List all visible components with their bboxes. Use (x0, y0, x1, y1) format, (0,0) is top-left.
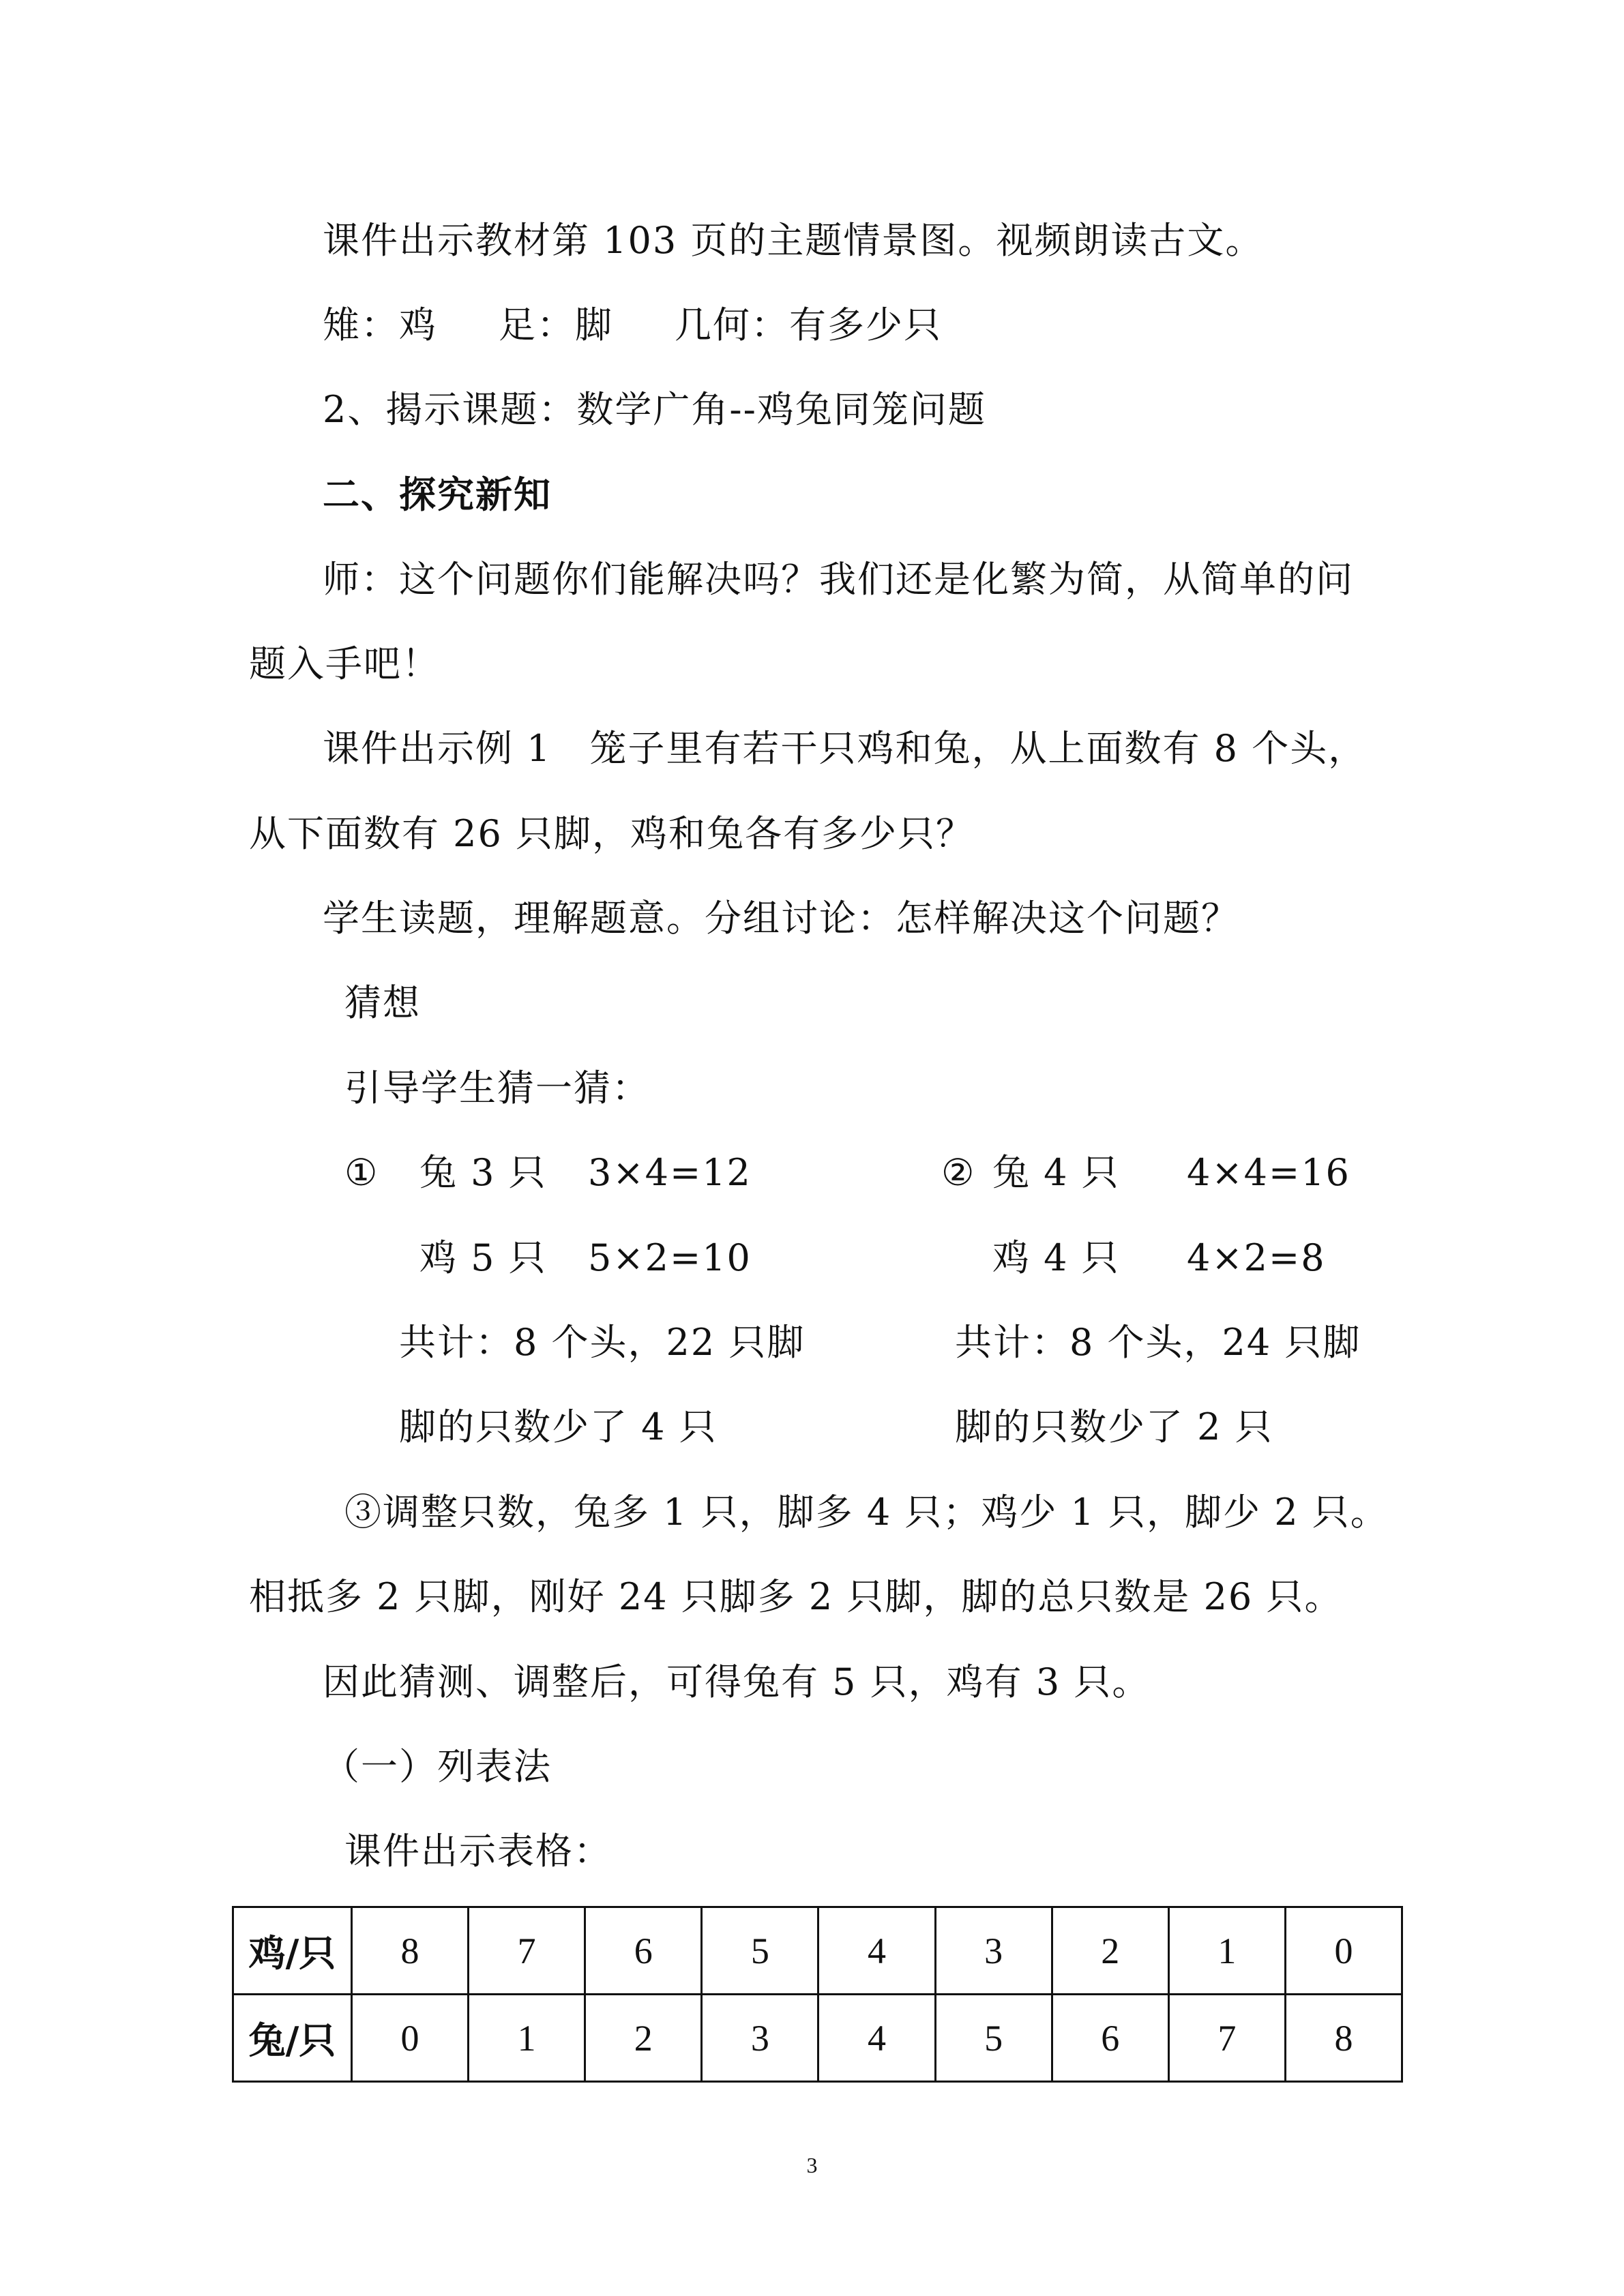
paragraph-example-line2: 从下面数有 26 只脚，鸡和兔各有多少只？ (249, 812, 975, 855)
adjust-line1: ③调整只数，兔多 1 只，脚多 4 只；鸡少 1 只，脚少 2 只。 (344, 1491, 1389, 1534)
guess2-rabbit: 兔 4 只 (992, 1151, 1120, 1194)
table-cell: 2 (1052, 1907, 1168, 1995)
guess2-marker: ② (941, 1151, 976, 1194)
paragraph-courseware-intro: 课件出示教材第 103 页的主题情景图。视频朗读古文。 (323, 219, 1264, 262)
guess-title: 猜想 (344, 981, 421, 1024)
paragraph-example-line1: 课件出示例 1 笼子里有若干只鸡和兔，从上面数有 8 个头， (323, 727, 1367, 770)
table-row-rabbit (233, 1995, 1402, 2082)
glossary-term-1: 雉：鸡 (323, 303, 437, 346)
glossary-term-2: 足：脚 (499, 303, 613, 346)
row-header-rabbit: 兔/只 (233, 1995, 352, 2082)
guess2-diff: 脚的只数少了 2 只 (955, 1405, 1273, 1448)
method-title: （一）列表法 (323, 1745, 552, 1788)
table-cell: 1 (1168, 1907, 1285, 1995)
table-cell: 5 (702, 1907, 818, 1995)
table-cell: 4 (818, 1995, 935, 2082)
guess1-rabbit-calc: 3×4=12 (588, 1151, 752, 1194)
table-cell: 0 (1285, 1907, 1402, 1995)
guess1-total: 共计：8 个头，22 只脚 (399, 1321, 806, 1364)
table-cell: 3 (935, 1907, 1052, 1995)
table-cell: 6 (1052, 1995, 1168, 2082)
guess1-chicken: 鸡 5 只 (419, 1236, 547, 1279)
glossary-term-3: 几何：有多少只 (675, 303, 942, 346)
table-cell: 7 (469, 1907, 585, 1995)
section-heading: 二、探究新知 (323, 473, 552, 516)
row-header-chicken: 鸡/只 (233, 1907, 352, 1995)
table-cell: 6 (585, 1907, 702, 1995)
guess-intro: 引导学生猜一猜： (344, 1067, 650, 1109)
paragraph-glossary (323, 301, 942, 349)
table-cell: 3 (702, 1995, 818, 2082)
table-cell: 5 (935, 1995, 1052, 2082)
guess1-diff: 脚的只数少了 4 只 (399, 1405, 718, 1448)
guess2-chicken: 鸡 4 只 (992, 1236, 1120, 1279)
table-cell: 4 (818, 1907, 935, 1995)
guess2-total: 共计：8 个头，24 只脚 (955, 1321, 1361, 1364)
table-cell: 8 (1285, 1995, 1402, 2082)
guess1-chicken-calc: 5×2=10 (588, 1236, 752, 1279)
adjust-line2: 相抵多 2 只脚，刚好 24 只脚多 2 只脚，脚的总只数是 26 只。 (249, 1575, 1343, 1618)
table-cell: 1 (469, 1995, 585, 2082)
guess2-rabbit-calc: 4×4=16 (1187, 1151, 1350, 1194)
paragraph-teacher-line1: 师：这个问题你们能解决吗？我们还是化繁为简，从简单的问 (323, 558, 1354, 601)
paragraph-teacher-line2: 题入手吧！ (249, 642, 440, 685)
table-cell: 2 (585, 1995, 702, 2082)
table-cell: 0 (352, 1995, 469, 2082)
table-intro: 课件出示表格： (344, 1830, 612, 1873)
page-number: 3 (806, 2153, 818, 2177)
table-cell: 7 (1168, 1995, 1285, 2082)
paragraph-topic: 2、揭示课题：数学广角--鸡兔同笼问题 (323, 388, 986, 431)
guess1-marker: ① (344, 1151, 379, 1194)
guess1-rabbit: 兔 3 只 (419, 1151, 547, 1194)
guess2-chicken-calc: 4×2=8 (1187, 1236, 1326, 1279)
adjust-conclusion: 因此猜测、调整后，可得兔有 5 只，鸡有 3 只。 (323, 1660, 1151, 1703)
paragraph-students: 学生读题，理解题意。分组讨论：怎样解决这个问题？ (323, 897, 1239, 940)
table-row-chicken (233, 1907, 1402, 1995)
chicken-rabbit-table (232, 1906, 1403, 2083)
table-cell: 8 (352, 1907, 469, 1995)
